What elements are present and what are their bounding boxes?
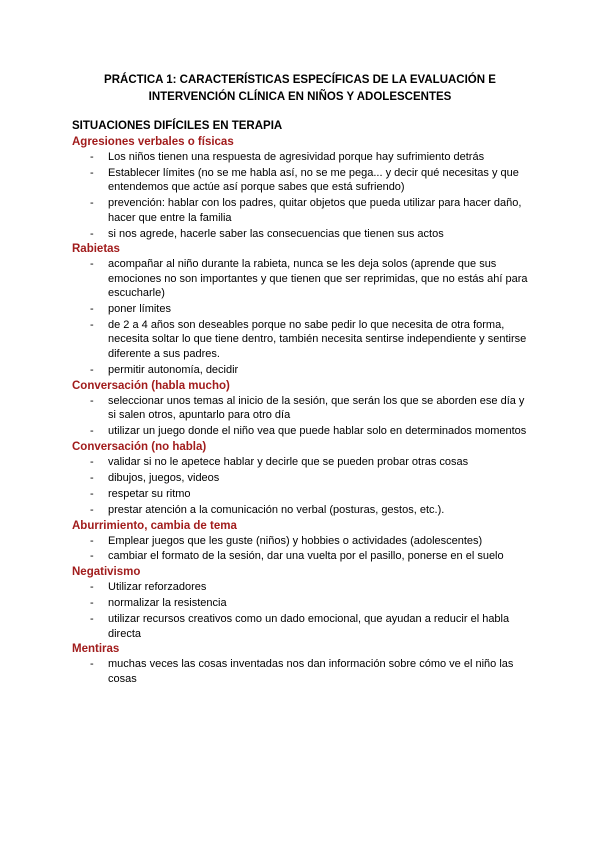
list-item: - acompañar al niño durante la rabieta, nunca se les deja solos (aprende que sus emociones no son importantes y que tienen que ser reprimidas, que no estás ahí para escucharle) [72,257,528,300]
list-item: - Emplear juegos que les guste (niños) y hobbies o actividades (adolescentes) [72,534,528,548]
section-block [72,379,528,439]
section-block [72,440,528,517]
list-item: - utilizar un juego donde el niño vea que puede hablar solo en determinados momentos [72,424,528,438]
bullet-list [72,657,528,686]
list-item: - utilizar recursos creativos como un dado emocional, que ayudan a reducir el habla directa [72,612,528,641]
section-block [72,242,528,377]
bullet-list [72,534,528,564]
bullet-list [72,150,528,241]
section-title: SITUACIONES DIFÍCILES EN TERAPIA [72,120,283,132]
list-item: - seleccionar unos temas al inicio de la sesión, que serán los que se aborden ese día y si salen otros, apuntarlo para otro día [72,394,528,423]
bullet-list [72,394,528,439]
list-item: - Utilizar reforzadores [72,580,528,594]
list-item: - poner límites [72,302,528,316]
section-block [72,565,528,641]
section-heading: Aburrimiento, cambia de tema [72,519,237,532]
bullet-list [72,257,528,377]
section-heading: Conversación (habla mucho) [72,379,230,392]
list-item: - cambiar el formato de la sesión, dar una vuelta por el pasillo, ponerse en el suelo [72,549,528,563]
list-item: - dibujos, juegos, videos [72,471,528,485]
section-heading: Negativismo [72,566,141,579]
bullet-list [72,455,528,517]
list-item: - Establecer límites (no se me habla así, no se me pega... y decir qué necesitas y que entendemos que actúe así porque sabes que está sufriendo) [72,166,528,195]
section-heading: Conversación (no habla) [72,440,207,453]
section-heading: Agresiones verbales o físicas [72,136,234,148]
bullet-list [72,580,528,641]
list-item: - validar si no le apetece hablar y decirle que se pueden probar otras cosas [72,455,528,469]
section-block [72,135,528,241]
list-item: - respetar su ritmo [72,487,528,501]
list-item: - permitir autonomía, decidir [72,363,528,377]
section-heading: Mentiras [72,643,120,656]
section-heading: Rabietas [72,243,120,256]
section-block [72,519,528,564]
list-item: - si nos agrede, hacerle saber las consecuencias que tienen sus actos [72,227,528,241]
document-title-line-1: PRÁCTICA 1: CARACTERÍSTICAS ESPECÍFICAS DE LA EVALUACIÓN E [104,74,496,86]
list-item: - prestar atención a la comunicación no verbal (posturas, gestos, etc.). [72,503,528,517]
sections-container [72,135,528,686]
list-item: - de 2 a 4 años son deseables porque no sabe pedir lo que necesita de otra forma, necesita soltar lo que tiene dentro, también necesita sentirse independiente y sentirse diferente a sus padres. [72,318,528,361]
list-item: - muchas veces las cosas inventadas nos dan información sobre cómo ve el niño las cosas [72,657,528,686]
list-item: - normalizar la resistencia [72,596,528,610]
section-block [72,642,528,686]
document-title [72,72,528,106]
list-item: - prevención: hablar con los padres, quitar objetos que pueda utilizar para hacer daño, hacer que entre la familia [72,196,528,225]
document-title-line-2: INTERVENCIÓN CLÍNICA EN NIÑOS Y ADOLESCENTES [148,91,452,103]
list-item: - Los niños tienen una respuesta de agresividad porque hay sufrimiento detrás [72,150,528,164]
